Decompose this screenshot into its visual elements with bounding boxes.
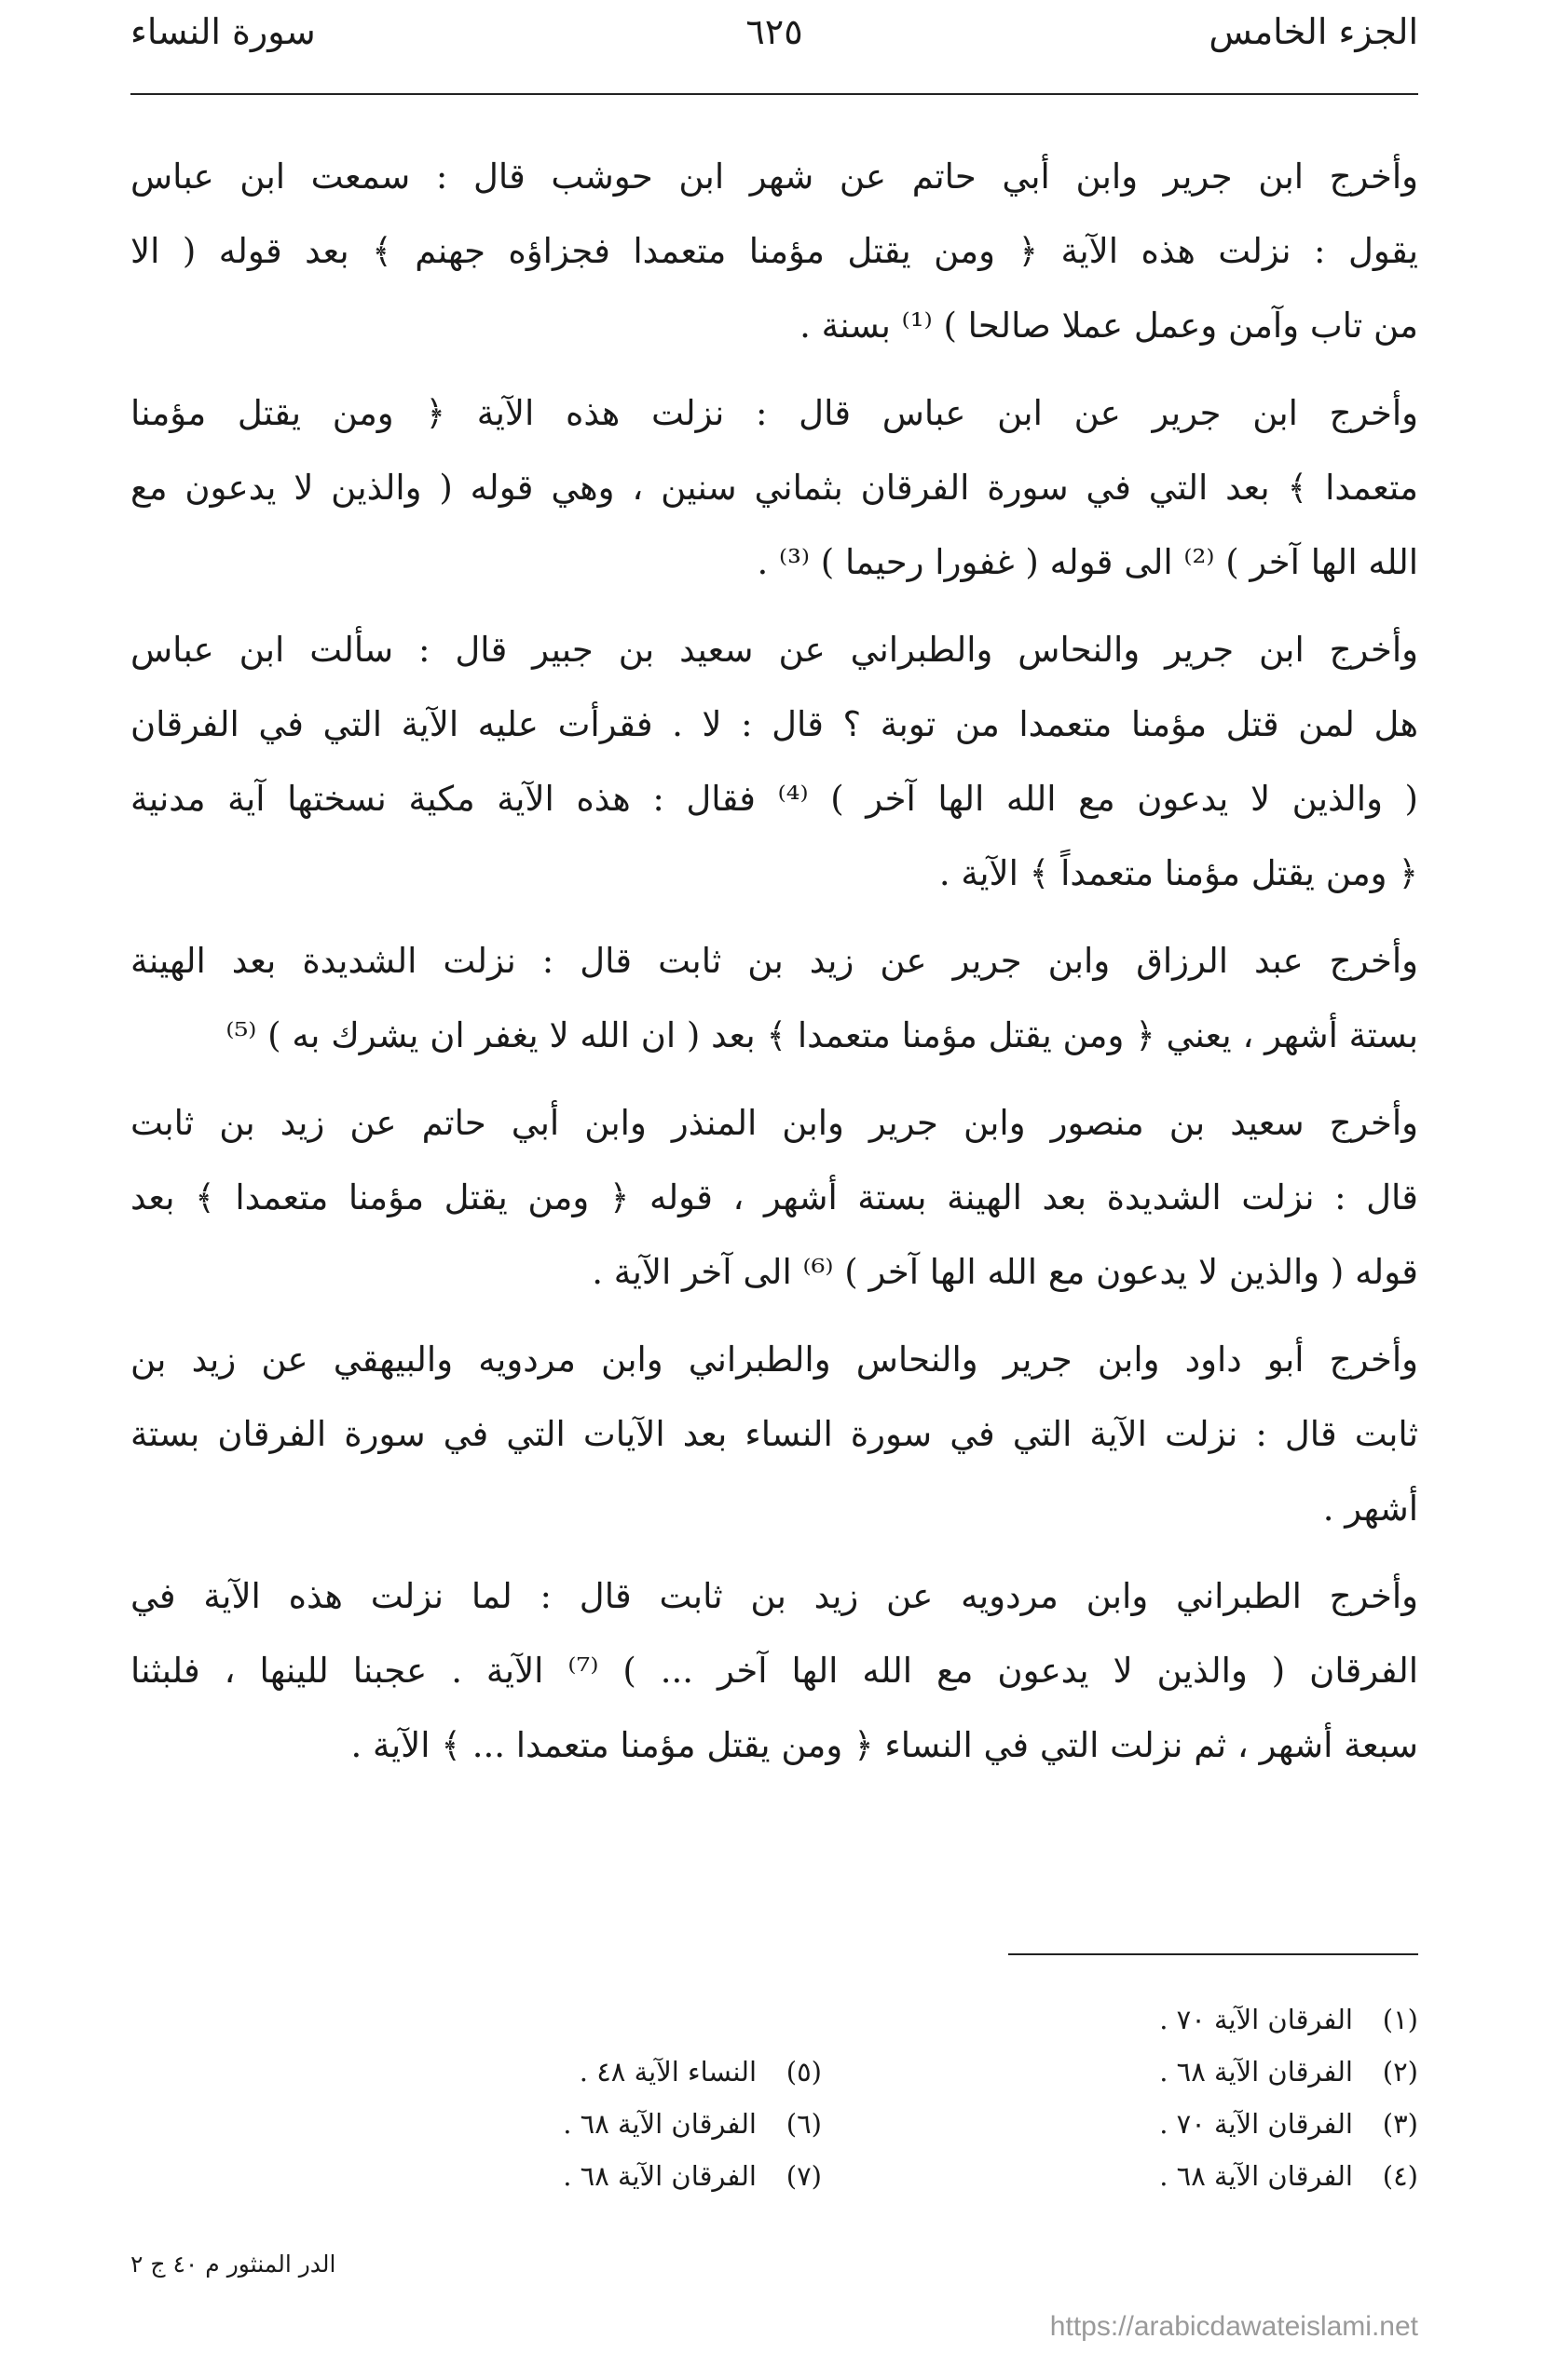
paragraph bbox=[130, 140, 1418, 363]
text-line: ﴿ ومن يقتل مؤمنا متعمداً ﴾ الآية . bbox=[938, 853, 1418, 893]
footnote-text: الفرقان الآية ٧٠ . bbox=[1159, 2108, 1353, 2140]
text-line: قوله ( والذين لا يدعون مع الله الها آخر ) ⁽⁶⁾ الى آخر الآية . bbox=[592, 1252, 1418, 1292]
paragraph bbox=[130, 1559, 1418, 1783]
paragraph bbox=[130, 1086, 1418, 1310]
part-title: الجزء الخامس bbox=[1209, 11, 1418, 52]
footnote-number: (٧) bbox=[786, 2160, 822, 2192]
footnote-text: الفرقان الآية ٦٨ . bbox=[563, 2160, 757, 2192]
text-line: ( والذين لا يدعون مع الله الها آخر ) ⁽⁴⁾ فقال : هذه الآية مكية نسختها آية مدنية bbox=[130, 779, 1418, 819]
running-header bbox=[130, 7, 1418, 89]
footnote-column-right bbox=[990, 1993, 1418, 2202]
footnote-number: (٢) bbox=[1382, 2056, 1418, 2088]
footnote-number: (٦) bbox=[786, 2108, 822, 2140]
text-line: من تاب وآمن وعمل عملا صالحا ) ⁽¹⁾ بسنة . bbox=[799, 306, 1418, 346]
footnote-item bbox=[393, 2046, 822, 2098]
text-line: وأخرج سعيد بن منصور وابن جرير وابن المنذر وابن أبي حاتم عن زيد بن ثابت bbox=[130, 1103, 1418, 1143]
footnote-item bbox=[393, 2150, 822, 2202]
paragraph bbox=[130, 1323, 1418, 1546]
volume-signature: الدر المنثور م ٤٠ ج ٢ bbox=[130, 2251, 336, 2278]
text-line: يقول : نزلت هذه الآية ﴿ ومن يقتل مؤمنا متعمدا فجزاؤه جهنم ﴾ بعد قوله ( الا bbox=[130, 231, 1418, 271]
footnote-column-left bbox=[393, 2046, 822, 2202]
text-line: وأخرج ابن جرير والنحاس والطبراني عن سعيد بن جبير قال : سألت ابن عباس bbox=[130, 630, 1418, 670]
text-line: وأخرج ابن جرير عن ابن عباس قال : نزلت هذه الآية ﴿ ومن يقتل مؤمنا bbox=[130, 393, 1418, 433]
footnote-number: (٥) bbox=[786, 2056, 822, 2088]
footnote-divider bbox=[1008, 1953, 1418, 1955]
text-line: الله الها آخر ) ⁽²⁾ الى قوله ( غفورا رحيما ) ⁽³⁾ . bbox=[757, 542, 1418, 582]
text-line: بستة أشهر ، يعني ﴿ ومن يقتل مؤمنا متعمدا ﴾ بعد ( ان الله لا يغفر ان يشرك به ) ⁽⁵⁾ bbox=[225, 1015, 1418, 1055]
text-line: قال : نزلت الشديدة بعد الهينة بستة أشهر ، قوله ﴿ ومن يقتل مؤمنا متعمدا ﴾ بعد bbox=[130, 1177, 1418, 1217]
footnote-number: (٤) bbox=[1382, 2160, 1418, 2192]
header-divider bbox=[130, 93, 1418, 95]
text-line: متعمدا ﴾ بعد التي في سورة الفرقان بثماني سنين ، وهي قوله ( والذين لا يدعون مع bbox=[130, 468, 1418, 508]
text-line: الفرقان ( والذين لا يدعون مع الله الها آخر ... ) ⁽⁷⁾ الآية . عجبنا للينها ، فلبثنا bbox=[130, 1651, 1418, 1691]
surah-title: سورة النساء bbox=[130, 11, 316, 52]
text-line: وأخرج ابن جرير وابن أبي حاتم عن شهر ابن حوشب قال : سمعت ابن عباس bbox=[130, 156, 1418, 197]
footnote-text: الفرقان الآية ٦٨ . bbox=[563, 2108, 757, 2140]
main-text bbox=[130, 140, 1418, 1796]
text-line: ثابت قال : نزلت الآية التي في سورة النساء بعد الآيات التي في سورة الفرقان بستة bbox=[130, 1414, 1418, 1454]
text-line: وأخرج الطبراني وابن مردويه عن زيد بن ثابت قال : لما نزلت هذه الآية في bbox=[130, 1576, 1418, 1616]
footnote-text: الفرقان الآية ٧٠ . bbox=[1159, 2004, 1353, 2035]
footnote-item bbox=[990, 1993, 1418, 2046]
footnote-text: الفرقان الآية ٦٨ . bbox=[1159, 2160, 1353, 2192]
footnote-item bbox=[393, 2098, 822, 2150]
text-line: وأخرج أبو داود وابن جرير والنحاس والطبراني وابن مردويه والبيهقي عن زيد بن bbox=[130, 1340, 1418, 1380]
watermark-url: https://arabicdawateislami.net bbox=[1049, 2311, 1418, 2342]
text-line: هل لمن قتل مؤمنا متعمدا من توبة ؟ قال : لا . فقرأت عليه الآية التي في الفرقان bbox=[130, 704, 1418, 744]
page-number: ٦٢٥ bbox=[745, 11, 803, 52]
footnote-item bbox=[990, 2098, 1418, 2150]
footnote-text: الفرقان الآية ٦٨ . bbox=[1159, 2056, 1353, 2088]
paragraph bbox=[130, 924, 1418, 1073]
text-line: أشهر . bbox=[1322, 1489, 1418, 1529]
footnote-item bbox=[990, 2150, 1418, 2202]
footnotes bbox=[130, 1993, 1418, 2236]
paragraph bbox=[130, 613, 1418, 911]
footnote-number: (١) bbox=[1382, 2004, 1418, 2035]
text-line: سبعة أشهر ، ثم نزلت التي في النساء ﴿ ومن يقتل مؤمنا متعمدا ... ﴾ الآية . bbox=[350, 1725, 1418, 1765]
paragraph bbox=[130, 376, 1418, 600]
footnote-text: النساء الآية ٤٨ . bbox=[579, 2056, 757, 2088]
text-line: وأخرج عبد الرزاق وابن جرير عن زيد بن ثابت قال : نزلت الشديدة بعد الهينة bbox=[130, 941, 1418, 981]
footnote-number: (٣) bbox=[1382, 2108, 1418, 2140]
footnote-item bbox=[990, 2046, 1418, 2098]
